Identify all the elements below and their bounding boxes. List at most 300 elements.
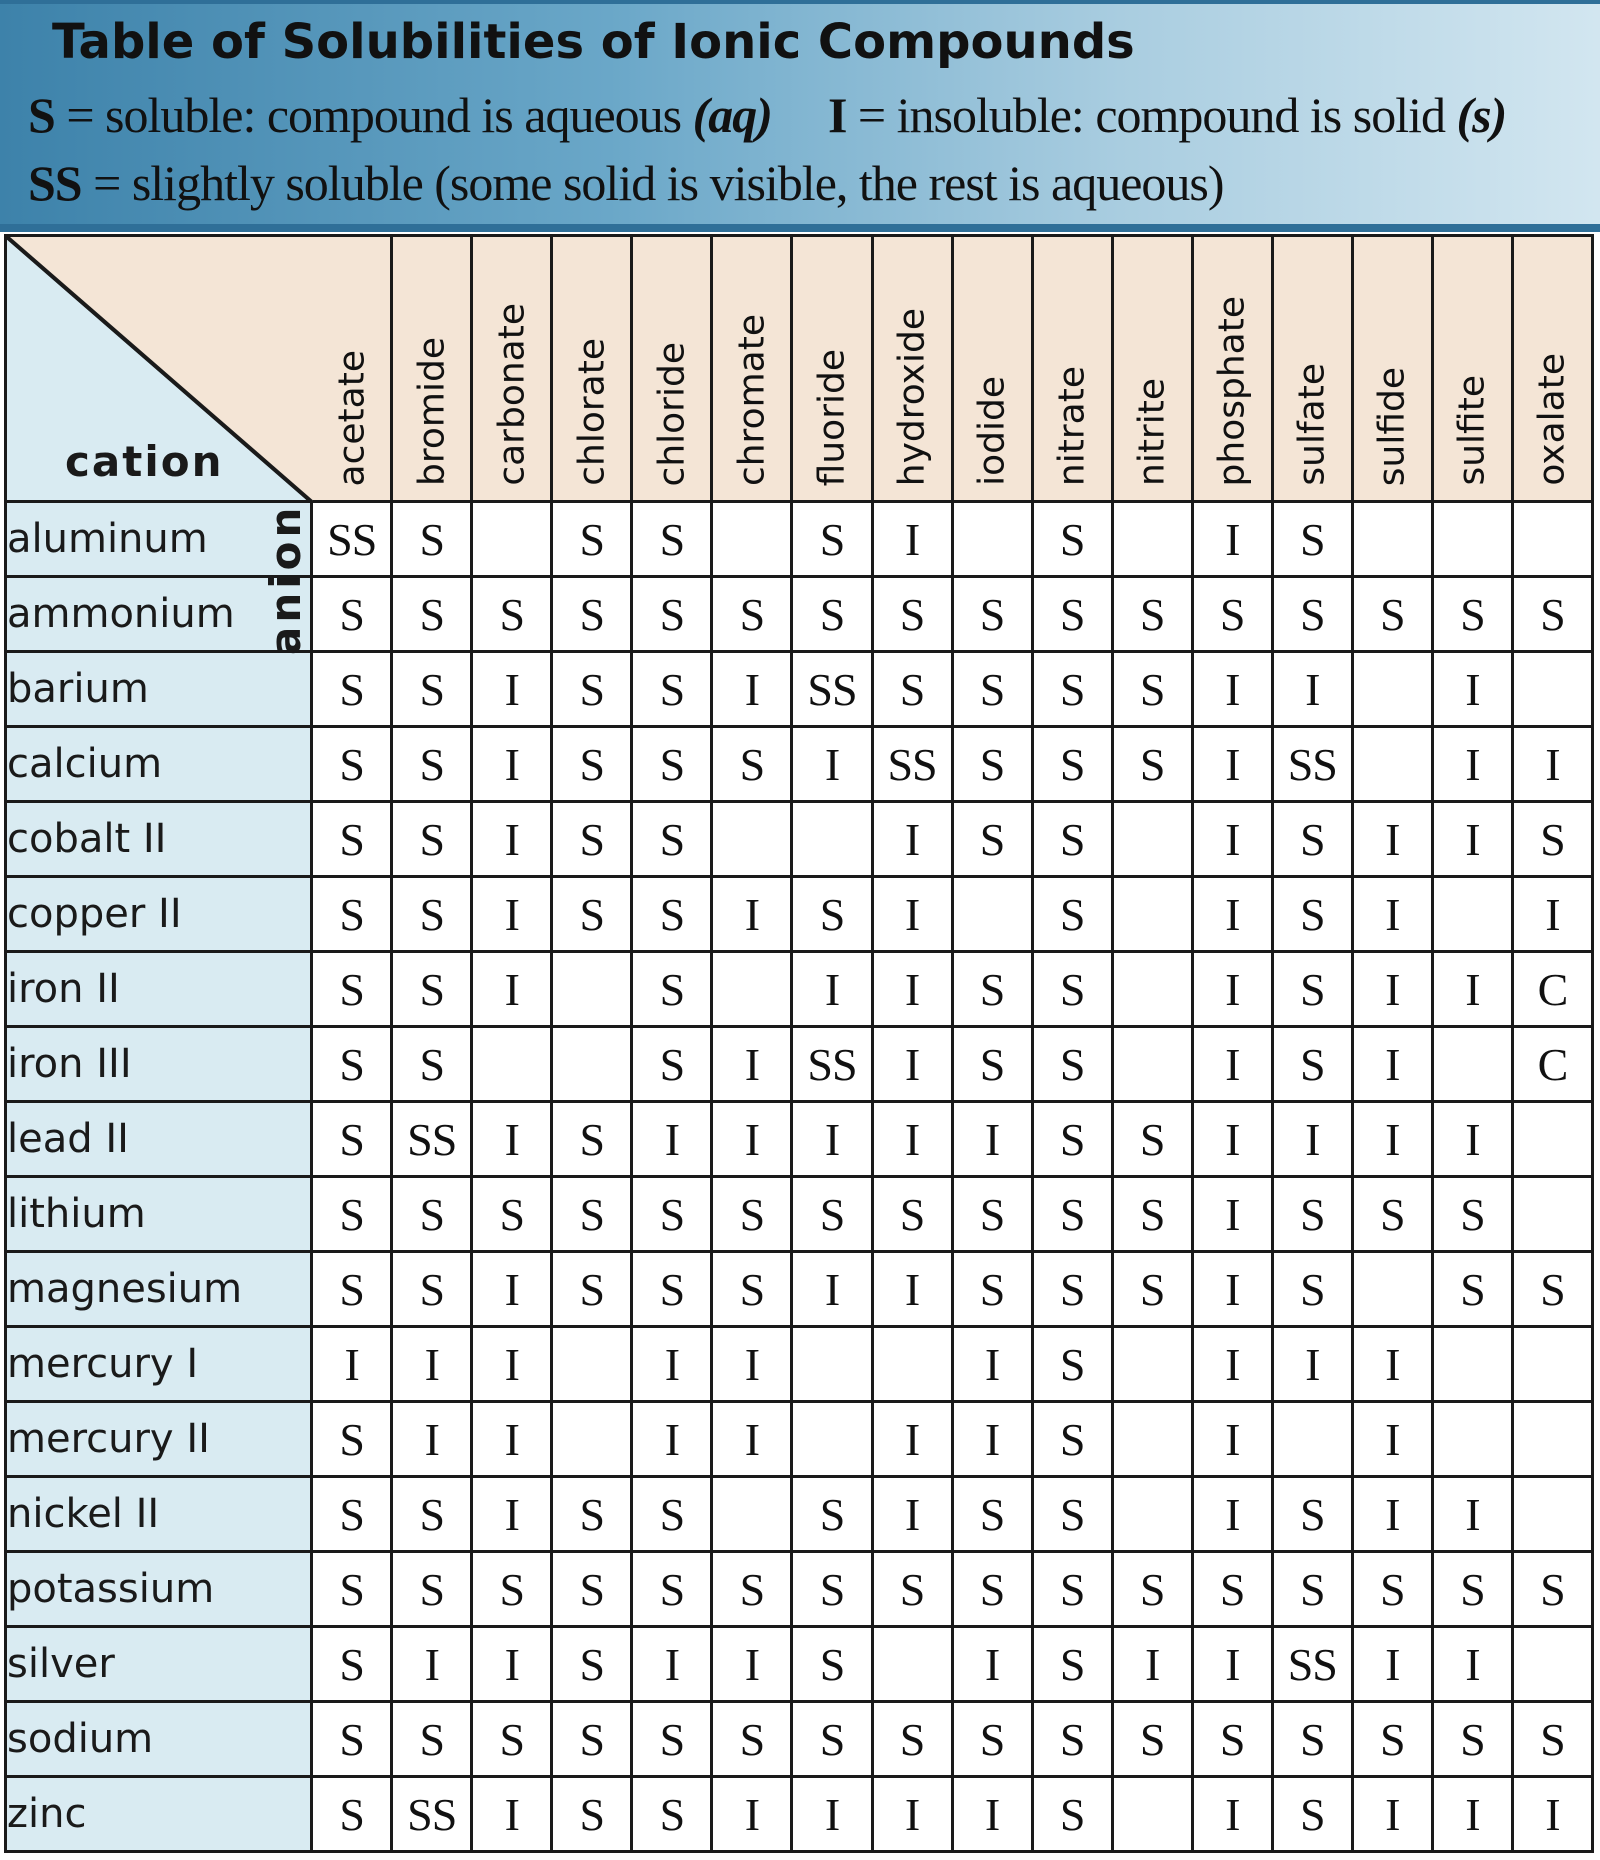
solubility-cell: I bbox=[952, 1627, 1032, 1702]
solubility-cell: S bbox=[392, 1252, 472, 1327]
solubility-cell: S bbox=[632, 952, 712, 1027]
solubility-cell: I bbox=[952, 1102, 1032, 1177]
solubility-cell bbox=[1432, 502, 1512, 577]
anion-header-carbonate bbox=[472, 236, 552, 502]
table-row bbox=[6, 1552, 1593, 1627]
solubility-table bbox=[4, 234, 1594, 1853]
solubility-cell: I bbox=[1352, 1627, 1432, 1702]
anion-label: fluoride bbox=[811, 348, 853, 486]
solubility-cell: S bbox=[632, 1552, 712, 1627]
solubility-cell: S bbox=[312, 1252, 392, 1327]
solubility-cell: I bbox=[472, 877, 552, 952]
solubility-cell bbox=[552, 952, 632, 1027]
solubility-cell: S bbox=[952, 1177, 1032, 1252]
solubility-cell: S bbox=[632, 1477, 712, 1552]
anion-header-nitrate bbox=[1032, 236, 1112, 502]
solubility-cell: I bbox=[712, 652, 792, 727]
solubility-cell bbox=[792, 802, 872, 877]
solubility-cell: S bbox=[1352, 1177, 1432, 1252]
solubility-cell bbox=[1272, 1402, 1352, 1477]
solubility-cell: S bbox=[312, 952, 392, 1027]
solubility-cell bbox=[1512, 1477, 1592, 1552]
solubility-cell bbox=[712, 802, 792, 877]
solubility-cell: S bbox=[1112, 727, 1192, 802]
anion-label: carbonate bbox=[491, 303, 533, 486]
solubility-cell: S bbox=[472, 577, 552, 652]
solubility-cell bbox=[552, 1327, 632, 1402]
solubility-cell: S bbox=[1272, 1252, 1352, 1327]
solubility-cell: I bbox=[1432, 802, 1512, 877]
solubility-cell: S bbox=[1112, 652, 1192, 727]
anion-header-fluoride bbox=[792, 236, 872, 502]
solubility-cell: I bbox=[872, 1777, 952, 1852]
anion-label: chromate bbox=[731, 313, 773, 486]
anion-label: hydroxide bbox=[891, 307, 933, 486]
solubility-cell: S bbox=[1032, 652, 1112, 727]
solubility-cell: S bbox=[1512, 802, 1592, 877]
solubility-cell: S bbox=[952, 1027, 1032, 1102]
solubility-cell bbox=[1112, 1402, 1192, 1477]
solubility-cell: I bbox=[1352, 1102, 1432, 1177]
cation-label: zinc bbox=[6, 1777, 312, 1852]
cation-label: calcium bbox=[6, 727, 312, 802]
solubility-cell: S bbox=[1352, 577, 1432, 652]
solubility-cell bbox=[1512, 1402, 1592, 1477]
solubility-cell: S bbox=[952, 577, 1032, 652]
solubility-cell: S bbox=[392, 727, 472, 802]
header-banner bbox=[0, 0, 1600, 232]
table-row bbox=[6, 877, 1593, 952]
solubility-cell: I bbox=[1432, 652, 1512, 727]
solubility-cell: SS bbox=[872, 727, 952, 802]
solubility-cell bbox=[1352, 652, 1432, 727]
cation-label: barium bbox=[6, 652, 312, 727]
anion-header-iodide bbox=[952, 236, 1032, 502]
solubility-cell: I bbox=[1192, 1627, 1272, 1702]
solubility-cell: S bbox=[392, 1177, 472, 1252]
solubility-cell: I bbox=[1192, 1777, 1272, 1852]
solubility-cell: S bbox=[1352, 1702, 1432, 1777]
solubility-cell: I bbox=[1272, 1327, 1352, 1402]
solubility-cell: I bbox=[712, 1627, 792, 1702]
solubility-cell: I bbox=[1432, 1477, 1512, 1552]
solubility-cell: S bbox=[872, 1552, 952, 1627]
legend-i-symbol: I bbox=[827, 87, 847, 143]
solubility-cell: S bbox=[392, 1027, 472, 1102]
solubility-cell: I bbox=[792, 952, 872, 1027]
solubility-cell bbox=[952, 502, 1032, 577]
table-row bbox=[6, 1702, 1593, 1777]
solubility-cell: S bbox=[1192, 1702, 1272, 1777]
solubility-cell: SS bbox=[1272, 727, 1352, 802]
solubility-cell: SS bbox=[1272, 1627, 1352, 1702]
solubility-cell: S bbox=[792, 1702, 872, 1777]
solubility-cell bbox=[1512, 1327, 1592, 1402]
solubility-cell: S bbox=[312, 1702, 392, 1777]
solubility-cell: I bbox=[1352, 802, 1432, 877]
solubility-cell: I bbox=[1432, 1102, 1512, 1177]
anion-header-oxalate bbox=[1512, 236, 1592, 502]
anion-header-row bbox=[6, 236, 1593, 502]
solubility-cell: S bbox=[312, 877, 392, 952]
cation-label: nickel II bbox=[6, 1477, 312, 1552]
solubility-cell: I bbox=[872, 1402, 952, 1477]
solubility-cell: S bbox=[952, 727, 1032, 802]
solubility-cell: SS bbox=[792, 652, 872, 727]
solubility-cell: S bbox=[1032, 1777, 1112, 1852]
solubility-cell: S bbox=[1032, 1477, 1112, 1552]
solubility-cell: S bbox=[1112, 1702, 1192, 1777]
solubility-cell: S bbox=[712, 1702, 792, 1777]
anion-label: acetate bbox=[331, 349, 373, 486]
solubility-cell: S bbox=[552, 727, 632, 802]
solubility-cell: S bbox=[312, 1402, 392, 1477]
anion-label: bromide bbox=[411, 337, 453, 486]
solubility-cell: S bbox=[472, 1702, 552, 1777]
solubility-cell: I bbox=[1192, 1252, 1272, 1327]
anion-header-bromide bbox=[392, 236, 472, 502]
solubility-cell bbox=[952, 877, 1032, 952]
solubility-cell: S bbox=[712, 577, 792, 652]
solubility-cell: I bbox=[952, 1777, 1032, 1852]
solubility-cell: S bbox=[1032, 1702, 1112, 1777]
table-row bbox=[6, 1252, 1593, 1327]
solubility-cell: I bbox=[1512, 727, 1592, 802]
solubility-cell: S bbox=[792, 1552, 872, 1627]
solubility-cell: I bbox=[1192, 1402, 1272, 1477]
solubility-cell: I bbox=[472, 652, 552, 727]
solubility-cell: I bbox=[1272, 1102, 1352, 1177]
solubility-cell: S bbox=[872, 577, 952, 652]
solubility-cell bbox=[1512, 1102, 1592, 1177]
solubility-cell: S bbox=[312, 727, 392, 802]
solubility-cell: S bbox=[312, 1777, 392, 1852]
solubility-cell: I bbox=[792, 1102, 872, 1177]
solubility-cell: S bbox=[952, 1702, 1032, 1777]
solubility-cell: S bbox=[1112, 1102, 1192, 1177]
solubility-cell: SS bbox=[392, 1777, 472, 1852]
solubility-cell: S bbox=[632, 1702, 712, 1777]
solubility-cell: S bbox=[792, 1627, 872, 1702]
anion-header-sulfide bbox=[1352, 236, 1432, 502]
solubility-cell: I bbox=[472, 1402, 552, 1477]
solubility-cell: I bbox=[472, 1627, 552, 1702]
solubility-cell: S bbox=[1032, 952, 1112, 1027]
solubility-cell: S bbox=[1032, 1177, 1112, 1252]
solubility-cell: I bbox=[1352, 1777, 1432, 1852]
solubility-cell bbox=[712, 1477, 792, 1552]
anion-label: oxalate bbox=[1531, 353, 1573, 486]
solubility-cell: S bbox=[632, 577, 712, 652]
solubility-cell: S bbox=[1272, 877, 1352, 952]
solubility-cell: S bbox=[1352, 1552, 1432, 1627]
solubility-cell: I bbox=[1432, 952, 1512, 1027]
solubility-cell bbox=[792, 1402, 872, 1477]
solubility-cell bbox=[1512, 502, 1592, 577]
solubility-cell: S bbox=[632, 1252, 712, 1327]
table-row bbox=[6, 1777, 1593, 1852]
solubility-cell: C bbox=[1512, 952, 1592, 1027]
solubility-cell: S bbox=[1192, 1552, 1272, 1627]
solubility-cell: I bbox=[1432, 727, 1512, 802]
solubility-cell: S bbox=[632, 877, 712, 952]
solubility-cell: I bbox=[1512, 877, 1592, 952]
cation-label: iron II bbox=[6, 952, 312, 1027]
solubility-cell: I bbox=[1192, 877, 1272, 952]
solubility-cell: I bbox=[872, 1027, 952, 1102]
solubility-cell: S bbox=[1272, 1477, 1352, 1552]
solubility-cell: I bbox=[1352, 1477, 1432, 1552]
solubility-cell: S bbox=[392, 1552, 472, 1627]
solubility-cell: S bbox=[1112, 1252, 1192, 1327]
solubility-cell: I bbox=[1432, 1627, 1512, 1702]
cation-label: cobalt II bbox=[6, 802, 312, 877]
anion-header-chloride bbox=[632, 236, 712, 502]
solubility-cell bbox=[1352, 1252, 1432, 1327]
solubility-cell: I bbox=[1192, 1027, 1272, 1102]
solubility-cell: S bbox=[472, 1552, 552, 1627]
solubility-cell bbox=[1112, 877, 1192, 952]
solubility-cell bbox=[1512, 1177, 1592, 1252]
solubility-cell bbox=[472, 502, 552, 577]
solubility-cell: I bbox=[472, 1477, 552, 1552]
solubility-cell: S bbox=[1032, 877, 1112, 952]
solubility-cell: I bbox=[1512, 1777, 1592, 1852]
solubility-cell: S bbox=[1432, 1552, 1512, 1627]
cation-label: potassium bbox=[6, 1552, 312, 1627]
solubility-cell: I bbox=[472, 1102, 552, 1177]
solubility-cell: S bbox=[312, 1552, 392, 1627]
solubility-cell: I bbox=[1432, 1777, 1512, 1852]
anion-header-acetate bbox=[312, 236, 392, 502]
solubility-cell: I bbox=[872, 1252, 952, 1327]
solubility-cell: S bbox=[1032, 1027, 1112, 1102]
solubility-cell: S bbox=[632, 1777, 712, 1852]
solubility-cell: S bbox=[552, 502, 632, 577]
legend-i-text: = insoluble: compound is solid bbox=[846, 87, 1457, 143]
table-body bbox=[6, 502, 1593, 1852]
solubility-cell: S bbox=[1272, 1702, 1352, 1777]
solubility-cell: I bbox=[312, 1327, 392, 1402]
solubility-cell: I bbox=[952, 1327, 1032, 1402]
solubility-cell: S bbox=[392, 577, 472, 652]
solubility-cell: I bbox=[712, 1777, 792, 1852]
solubility-cell bbox=[1112, 1777, 1192, 1852]
solubility-cell: S bbox=[1432, 1252, 1512, 1327]
solubility-cell: I bbox=[1192, 1327, 1272, 1402]
cation-label: magnesium bbox=[6, 1252, 312, 1327]
solubility-cell: S bbox=[1272, 502, 1352, 577]
solubility-cell: S bbox=[952, 802, 1032, 877]
legend-ss-symbol: SS bbox=[28, 155, 82, 211]
anion-header-nitrite bbox=[1112, 236, 1192, 502]
solubility-cell: SS bbox=[792, 1027, 872, 1102]
solubility-cell: S bbox=[712, 727, 792, 802]
solubility-cell: S bbox=[552, 877, 632, 952]
solubility-cell: S bbox=[392, 877, 472, 952]
solubility-cell bbox=[1112, 952, 1192, 1027]
solubility-cell: S bbox=[552, 1177, 632, 1252]
solubility-cell: S bbox=[1032, 577, 1112, 652]
cation-label: silver bbox=[6, 1627, 312, 1702]
legend-s-text: = soluble: compound is aqueous bbox=[54, 87, 693, 143]
solubility-cell: S bbox=[1112, 1552, 1192, 1627]
solubility-cell: S bbox=[472, 1177, 552, 1252]
solubility-cell: I bbox=[472, 952, 552, 1027]
solubility-cell: S bbox=[392, 652, 472, 727]
solubility-cell: S bbox=[552, 577, 632, 652]
legend-s-symbol: S bbox=[28, 87, 55, 143]
solubility-cell: I bbox=[1192, 1477, 1272, 1552]
solubility-cell: I bbox=[632, 1102, 712, 1177]
solubility-cell bbox=[1512, 1627, 1592, 1702]
table-row bbox=[6, 1327, 1593, 1402]
anion-header-sulfate bbox=[1272, 236, 1352, 502]
solubility-cell: S bbox=[312, 1477, 392, 1552]
solubility-cell: S bbox=[552, 802, 632, 877]
solubility-cell: I bbox=[1192, 952, 1272, 1027]
anion-label: sulfate bbox=[1291, 363, 1333, 486]
solubility-cell: S bbox=[312, 652, 392, 727]
table-row bbox=[6, 1102, 1593, 1177]
solubility-cell: I bbox=[872, 802, 952, 877]
solubility-cell: S bbox=[392, 952, 472, 1027]
solubility-cell: I bbox=[712, 1402, 792, 1477]
solubility-cell: S bbox=[392, 502, 472, 577]
table-row bbox=[6, 1177, 1593, 1252]
solubility-cell: I bbox=[712, 1102, 792, 1177]
solubility-cell: I bbox=[712, 1027, 792, 1102]
solubility-cell: S bbox=[1032, 727, 1112, 802]
solubility-cell: S bbox=[552, 1627, 632, 1702]
solubility-cell bbox=[1352, 727, 1432, 802]
solubility-cell: S bbox=[552, 1477, 632, 1552]
table-row bbox=[6, 952, 1593, 1027]
solubility-cell: S bbox=[632, 652, 712, 727]
solubility-cell bbox=[1432, 1027, 1512, 1102]
legend-ss-text: = slightly soluble (some solid is visible, the rest is aqueous) bbox=[81, 155, 1224, 211]
solubility-cell: I bbox=[872, 502, 952, 577]
solubility-cell bbox=[1112, 1027, 1192, 1102]
solubility-cell: I bbox=[1192, 1102, 1272, 1177]
solubility-cell: I bbox=[632, 1627, 712, 1702]
anion-header-sulfite bbox=[1432, 236, 1512, 502]
solubility-cell: S bbox=[952, 1252, 1032, 1327]
solubility-cell: S bbox=[1272, 802, 1352, 877]
solubility-cell: S bbox=[952, 1552, 1032, 1627]
anion-header-chlorate bbox=[552, 236, 632, 502]
solubility-cell: I bbox=[1192, 802, 1272, 877]
solubility-cell: S bbox=[952, 952, 1032, 1027]
solubility-cell: I bbox=[392, 1402, 472, 1477]
anion-label: chloride bbox=[651, 341, 693, 486]
solubility-cell: S bbox=[552, 1702, 632, 1777]
solubility-cell: S bbox=[1032, 1552, 1112, 1627]
solubility-cell: S bbox=[392, 802, 472, 877]
solubility-cell: S bbox=[1432, 1702, 1512, 1777]
table-row bbox=[6, 1627, 1593, 1702]
solubility-cell: I bbox=[792, 727, 872, 802]
solubility-cell: I bbox=[1352, 1027, 1432, 1102]
solubility-cell: S bbox=[872, 1702, 952, 1777]
solubility-cell: S bbox=[1032, 1402, 1112, 1477]
solubility-cell: I bbox=[872, 1477, 952, 1552]
solubility-cell: S bbox=[792, 1177, 872, 1252]
solubility-cell: S bbox=[1272, 577, 1352, 652]
legend-line-slightly-soluble bbox=[28, 154, 1224, 212]
solubility-cell: S bbox=[632, 802, 712, 877]
solubility-cell: S bbox=[392, 1477, 472, 1552]
table-row bbox=[6, 502, 1593, 577]
solubility-cell: S bbox=[1032, 1252, 1112, 1327]
solubility-cell bbox=[1432, 1327, 1512, 1402]
solubility-cell: S bbox=[1272, 1552, 1352, 1627]
solubility-cell: I bbox=[472, 1327, 552, 1402]
solubility-cell: S bbox=[552, 652, 632, 727]
solubility-cell bbox=[872, 1327, 952, 1402]
solubility-cell: S bbox=[792, 877, 872, 952]
table-row bbox=[6, 802, 1593, 877]
anion-label: phosphate bbox=[1211, 295, 1253, 486]
solubility-cell: S bbox=[312, 1627, 392, 1702]
cation-label: aluminum bbox=[6, 502, 312, 577]
solubility-cell: I bbox=[872, 877, 952, 952]
solubility-cell: S bbox=[1432, 577, 1512, 652]
corner-cation-label: cation bbox=[65, 437, 224, 486]
solubility-cell: I bbox=[1352, 877, 1432, 952]
solubility-cell bbox=[1352, 502, 1432, 577]
solubility-cell: S bbox=[1112, 1177, 1192, 1252]
solubility-cell: I bbox=[1192, 1177, 1272, 1252]
solubility-cell bbox=[1112, 1327, 1192, 1402]
solubility-cell: I bbox=[632, 1402, 712, 1477]
solubility-cell: S bbox=[1032, 502, 1112, 577]
solubility-cell: I bbox=[472, 1777, 552, 1852]
page-title: Table of Solubilities of Ionic Compounds bbox=[52, 14, 1135, 70]
cation-label: copper II bbox=[6, 877, 312, 952]
solubility-cell: I bbox=[792, 1252, 872, 1327]
solubility-cell: S bbox=[1272, 1177, 1352, 1252]
solubility-cell: S bbox=[312, 1177, 392, 1252]
cation-label: mercury II bbox=[6, 1402, 312, 1477]
table-row bbox=[6, 1477, 1593, 1552]
solubility-cell: I bbox=[872, 1102, 952, 1177]
solubility-cell: S bbox=[1272, 1777, 1352, 1852]
solubility-cell: I bbox=[392, 1327, 472, 1402]
solubility-cell: I bbox=[392, 1627, 472, 1702]
solubility-cell: I bbox=[472, 727, 552, 802]
solubility-cell: S bbox=[632, 1177, 712, 1252]
solubility-cell: S bbox=[952, 652, 1032, 727]
solubility-cell: S bbox=[312, 1027, 392, 1102]
solubility-cell: I bbox=[952, 1402, 1032, 1477]
solubility-cell: S bbox=[1272, 1027, 1352, 1102]
table-row bbox=[6, 727, 1593, 802]
solubility-cell bbox=[712, 952, 792, 1027]
solubility-cell: S bbox=[1032, 1327, 1112, 1402]
cation-label: mercury I bbox=[6, 1327, 312, 1402]
solubility-cell: S bbox=[792, 502, 872, 577]
solubility-cell bbox=[1112, 502, 1192, 577]
cation-label: iron III bbox=[6, 1027, 312, 1102]
solubility-cell bbox=[712, 502, 792, 577]
solubility-cell: SS bbox=[312, 502, 392, 577]
solubility-cell bbox=[1112, 802, 1192, 877]
solubility-cell: I bbox=[1192, 502, 1272, 577]
anion-header-phosphate bbox=[1192, 236, 1272, 502]
solubility-cell: S bbox=[552, 1777, 632, 1852]
solubility-cell: S bbox=[1432, 1177, 1512, 1252]
